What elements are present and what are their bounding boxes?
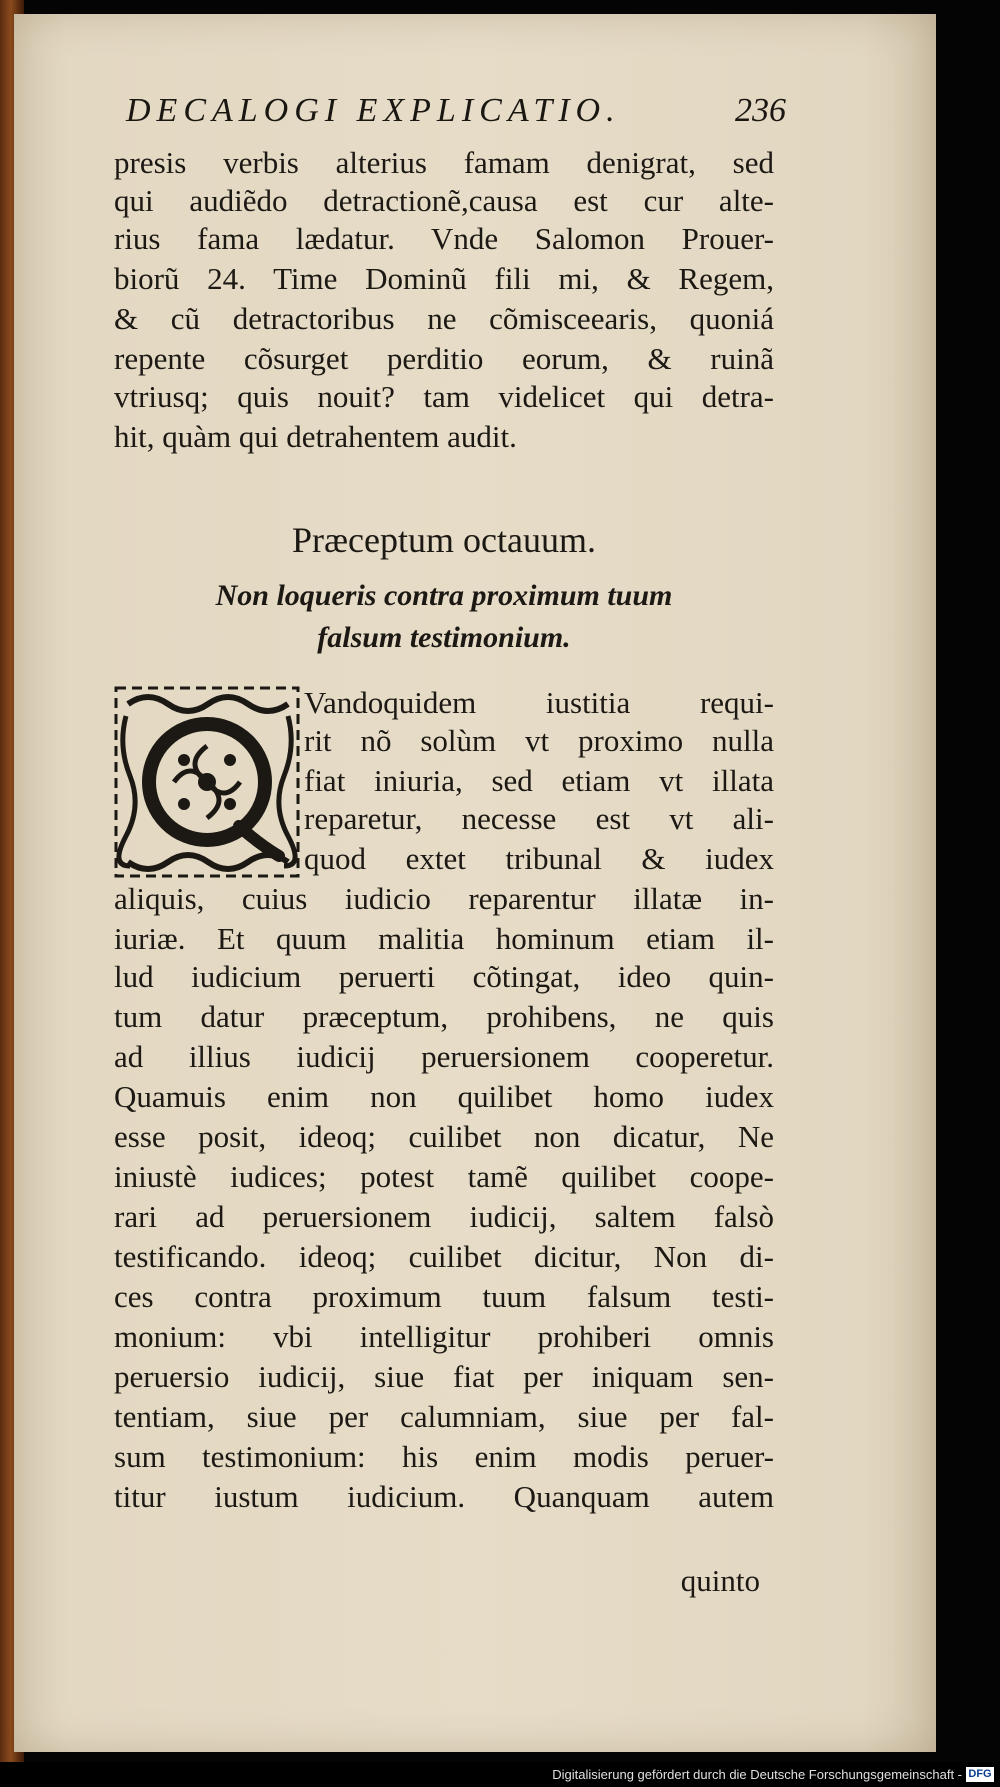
text-line: rius fama lædatur. Vnde Salomon Prouer- [114, 221, 774, 256]
page-number: 236 [735, 92, 786, 129]
text-line: aliquis, cuius iudicio reparentur illatæ in- [114, 881, 774, 916]
precept-subtitle: falsum testimonium. [317, 621, 571, 654]
digitization-credit: Digitalisierung gefördert durch die Deutsche Forschungsgemeinschaft - [552, 1767, 962, 1782]
text-line: lud iudicium peruerti cõtingat, ideo quin- [114, 959, 774, 994]
text-line: sum testimonium: his enim modis peruer- [114, 1439, 774, 1474]
precept-subtitle: Non loqueris contra proximum tuum [215, 579, 673, 612]
text-line: peruersio iudicij, siue fiat per iniquam sen- [114, 1359, 774, 1394]
text-line: ad illius iudicij peruersionem cooperetur. [114, 1039, 774, 1074]
text-line: iuriæ. Et quum malitia hominum etiam il- [114, 921, 774, 956]
text-line: fiat iniuria, sed etiam vt illata [304, 763, 774, 798]
text-line: repente cõsurget perditio eorum, & ruinã [114, 341, 774, 376]
text-line: rari ad peruersionem iudicij, saltem falsò [114, 1199, 774, 1234]
text-line: Vandoquidem iustitia requi- [304, 685, 774, 720]
decorated-initial [114, 686, 300, 878]
catchword: quinto [680, 1563, 760, 1598]
running-title: DECALOGI EXPLICATIO. [126, 92, 621, 129]
text-line: biorũ 24. Time Dominũ fili mi, & Regem, [114, 261, 774, 296]
text-line: hit, quàm qui detrahentem audit. [114, 419, 517, 454]
page-header [126, 92, 786, 142]
dfg-logo: DFG [966, 1767, 994, 1782]
text-line: ces contra proximum tuum falsum testi- [114, 1279, 774, 1314]
text-line: esse posit, ideoq; cuilibet non dicatur, Ne [114, 1119, 774, 1154]
text-line: & cũ detractoribus ne cõmisceearis, quoniá [114, 301, 774, 336]
text-line: rit nõ solùm vt proximo nulla [304, 723, 774, 758]
text-line: tentiam, siue per calumniam, siue per fal- [114, 1399, 774, 1434]
text-line: testificando. ideoq; cuilibet dicitur, Non di- [114, 1239, 774, 1274]
decorated-initial-art [114, 686, 300, 878]
text-line: tum datur præceptum, prohibens, ne quis [114, 999, 774, 1034]
text-line: qui audiẽdo detractionẽ,causa est cur alte- [114, 183, 774, 218]
text-line: reparetur, necesse est vt ali- [304, 801, 774, 836]
text-line: iniustè iudices; potest tamẽ quilibet coope- [114, 1159, 774, 1194]
text-line: quod extet tribunal & iudex [304, 841, 774, 876]
text-line: presis verbis alterius famam denigrat, sed [114, 145, 774, 180]
precept-title: Præceptum octauum. [292, 520, 596, 560]
text-line: monium: vbi intelligitur prohiberi omnis [114, 1319, 774, 1354]
text-line: Quamuis enim non quilibet homo iudex [114, 1079, 774, 1114]
text-line: vtriusq; quis nouit? tam videlicet qui detra- [114, 379, 774, 414]
book-page [14, 14, 936, 1752]
text-line: titur iustum iudicium. Quanquam autem [114, 1479, 774, 1514]
